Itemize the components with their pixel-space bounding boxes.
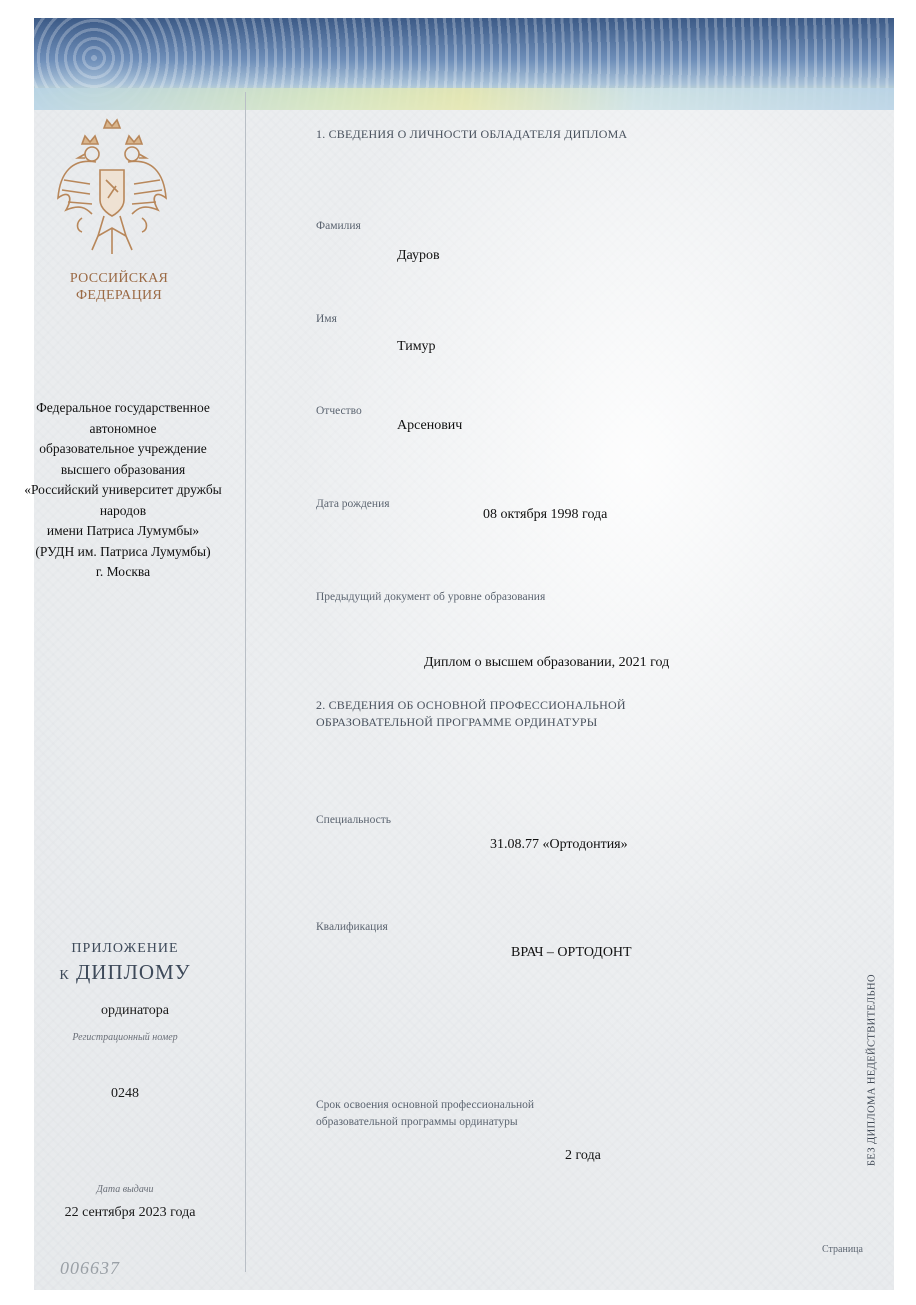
birth-date-label: Дата рождения <box>316 498 390 510</box>
appendix-title-line2 <box>50 960 200 985</box>
previous-document-label: Предыдущий документ об уровне образования <box>316 591 546 603</box>
org-line: образовательное учреждение <box>39 441 207 456</box>
validity-note-text: БЕЗ ДИПЛОМА НЕДЕЙСТВИТЕЛЬНО <box>866 974 878 1166</box>
security-pattern-band <box>34 18 894 110</box>
section2-heading <box>316 697 626 731</box>
page-label: Страница <box>822 1244 863 1255</box>
org-line: «Российский университет дружбы <box>24 482 222 497</box>
org-line: Федеральное государственное <box>36 400 210 415</box>
column-divider <box>245 92 246 1272</box>
patronymic-value: Арсенович <box>397 418 463 433</box>
validity-note <box>862 955 882 1185</box>
qualification-value: ВРАЧ – ОРТОДОНТ <box>511 945 632 960</box>
program-duration-label-line2: образовательной программы ординатуры <box>316 1116 518 1128</box>
program-duration-value: 2 года <box>565 1148 601 1163</box>
section2-heading-line1: 2. СВЕДЕНИЯ ОБ ОСНОВНОЙ ПРОФЕССИОНАЛЬНОЙ <box>316 698 626 712</box>
name-value: Тимур <box>397 339 436 354</box>
appendix-title-word: ДИПЛОМУ <box>75 960 191 984</box>
country-name-line2: ФЕДЕРАЦИЯ <box>75 288 163 303</box>
specialty-label: Специальность <box>316 814 391 826</box>
org-line: автономное <box>89 420 157 436</box>
qualification-label: Квалификация <box>316 921 388 933</box>
previous-document-value: Диплом о высшем образовании, 2021 год <box>424 655 670 670</box>
section1-heading: 1. СВЕДЕНИЯ О ЛИЧНОСТИ ОБЛАДАТЕЛЯ ДИПЛОМА <box>316 127 628 141</box>
registration-number-label: Регистрационный номер <box>72 1032 178 1043</box>
specialty-value: 31.08.77 «Ортодонтия» <box>490 837 628 852</box>
org-line: народов <box>99 502 147 518</box>
program-duration-label-line1: Срок освоения основной профессиональной <box>316 1099 535 1111</box>
issue-date-label: Дата выдачи <box>96 1184 154 1195</box>
org-line: имени Патриса Лумумбы» <box>46 523 200 538</box>
issuing-organization <box>0 398 246 583</box>
org-line: г. Москва <box>95 564 151 579</box>
birth-date-value: 08 октября 1998 года <box>483 507 608 522</box>
patronymic-label: Отчество <box>316 405 362 417</box>
appendix-title-line1: ПРИЛОЖЕНИЕ <box>71 941 179 956</box>
surname-value: Дауров <box>397 248 440 263</box>
org-line: (РУДН им. Патриса Лумумбы) <box>35 543 211 559</box>
emblem-caption <box>44 270 194 304</box>
education-level: ординатора <box>101 1003 169 1018</box>
name-label: Имя <box>316 313 337 325</box>
org-line: высшего образования <box>60 461 186 477</box>
appendix-title-prefix: К <box>59 968 70 983</box>
program-duration-label <box>316 1097 534 1131</box>
country-name-line1: РОССИЙСКАЯ <box>69 271 169 286</box>
registration-number: 0248 <box>111 1086 139 1101</box>
surname-label: Фамилия <box>316 220 361 232</box>
blank-serial-number: 006637 <box>60 1258 120 1278</box>
section2-heading-line2: ОБРАЗОВАТЕЛЬНОЙ ПРОГРАММЕ ОРДИНАТУРЫ <box>316 715 598 729</box>
issue-date: 22 сентября 2023 года <box>64 1205 196 1220</box>
double-headed-eagle-emblem-icon <box>52 118 172 263</box>
